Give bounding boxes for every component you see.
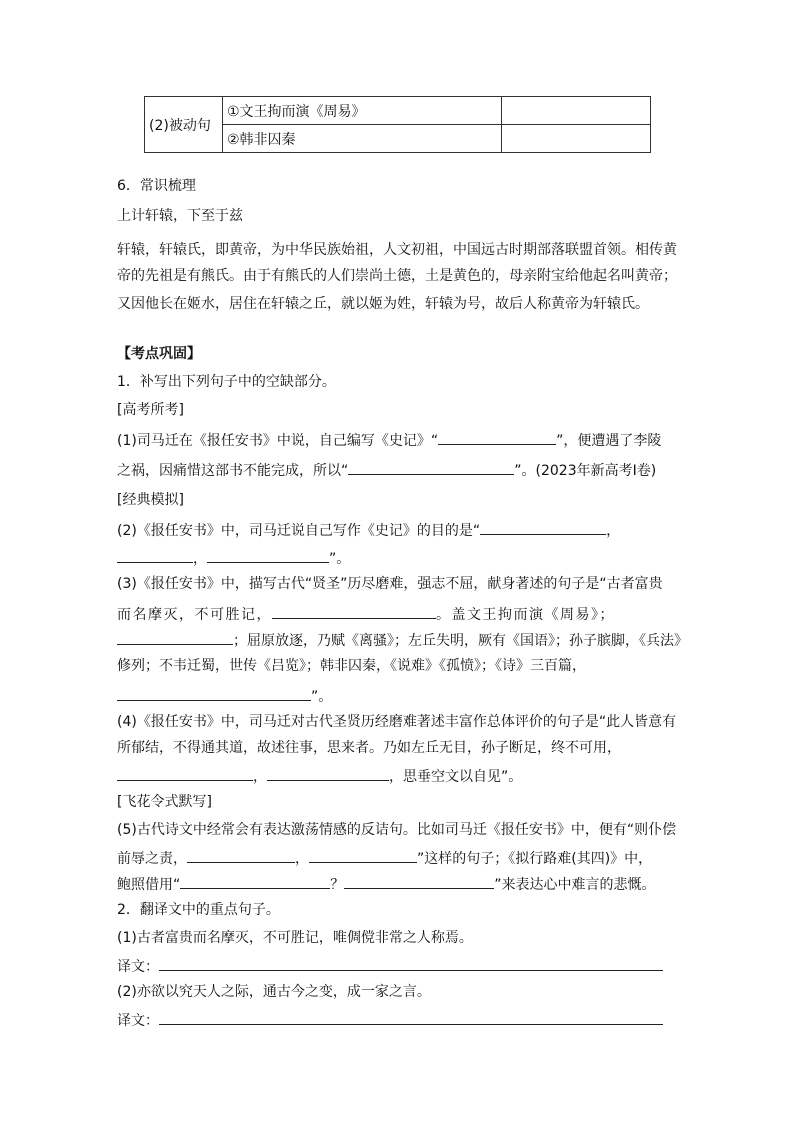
question-1: 1．补写出下列句子中的空缺部分。 bbox=[117, 374, 336, 390]
translation-label: 译文： bbox=[117, 1013, 159, 1029]
answer-blank[interactable] bbox=[309, 846, 417, 863]
section-6-subtitle: 上计轩辕，下至于兹 bbox=[117, 208, 243, 224]
passive-sentence-table bbox=[144, 96, 651, 153]
answer-blank[interactable] bbox=[348, 458, 514, 475]
answer-blank[interactable] bbox=[117, 684, 311, 701]
translate-answer-2 bbox=[117, 1008, 663, 1031]
question-1-1-line2 bbox=[117, 458, 656, 481]
q-text: ”，便遭遇了李陵 bbox=[556, 433, 662, 449]
paragraph-line: 又因他长在姬水，居住在轩辕之丘，就以姬为姓，轩辕为号，故后人称黄帝为轩辕氏。 bbox=[117, 296, 649, 312]
question-4-line2: 所郁结，不得通其道，故述往事，思来者。乃如左丘无目，孙子断足，终不可用， bbox=[117, 740, 621, 756]
question-4-line1: (4)《报任安书》中，司马迁对古代圣贤历经磨难著述丰富作总体评价的句子是“此人皆意有 bbox=[117, 714, 677, 730]
answer-blank[interactable] bbox=[207, 546, 329, 563]
q-text: 鲍照借用“ bbox=[117, 877, 181, 893]
table-answer-cell bbox=[502, 125, 651, 153]
question-3-line4: 修列；不韦迁蜀，世传《吕览》；韩非囚秦，《说难》《孤愤》；《诗》三百篇， bbox=[117, 658, 586, 674]
answer-blank[interactable] bbox=[117, 628, 233, 645]
table-row: ①文王拘而演《周易》 bbox=[223, 97, 502, 125]
question-3-line5 bbox=[117, 684, 332, 707]
answer-blank[interactable] bbox=[180, 872, 330, 889]
q-text: 前辱之责， bbox=[117, 851, 187, 867]
answer-blank[interactable] bbox=[272, 602, 436, 619]
question-5-line2 bbox=[117, 846, 652, 869]
tag-classic: [经典模拟] bbox=[117, 492, 184, 508]
answer-blank[interactable] bbox=[344, 872, 494, 889]
q-text: ”。 bbox=[311, 689, 333, 705]
table-group-cell: (2)被动句 bbox=[145, 97, 223, 153]
q-text: (1)司马迁在《报任安书》中说，自己编写《史记》“ bbox=[117, 433, 439, 449]
tag-gaokao: [高考所考] bbox=[117, 402, 184, 418]
answer-blank[interactable] bbox=[438, 428, 556, 445]
section-title: 【考点巩固】 bbox=[117, 346, 201, 362]
q-text: 而名摩灭，不可胜记， bbox=[117, 607, 272, 623]
translation-label: 译文： bbox=[117, 959, 159, 975]
q-text: ；屈原放逐，乃赋《离骚》；左丘失明，厥有《国语》；孙子膑脚，《兵法》 bbox=[233, 633, 688, 649]
q-text: ， bbox=[253, 769, 267, 785]
translate-sentence-2: (2)亦欲以究天人之际，通古今之变，成一家之言。 bbox=[117, 984, 431, 1000]
q-text: ”来表达心中难言的悲慨。 bbox=[494, 877, 656, 893]
tag-feihua: [飞花令式默写] bbox=[117, 794, 212, 810]
table-answer-cell bbox=[502, 97, 651, 125]
question-5-line1: (5)古代诗文中经常会有表达激荡情感的反诘句。比如司马迁《报任安书》中，便有“则仆偿 bbox=[117, 822, 677, 838]
question-2-translate: 2．翻译文中的重点句子。 bbox=[117, 902, 280, 918]
question-2-line1 bbox=[117, 518, 620, 541]
q-text: ， bbox=[606, 523, 621, 539]
paragraph-line: 帝的先祖是有熊氏。由于有熊氏的人们崇尚土德，土是黄色的，母亲附宝给他起名叫黄帝； bbox=[117, 268, 677, 284]
paragraph-line: 轩辕，轩辕氏，即黄帝，为中华民族始祖，人文初祖，中国远古时期部落联盟首领。相传黄 bbox=[117, 242, 677, 258]
section-6-heading: 6．常识梳理 bbox=[117, 178, 196, 194]
q-text: ，思垂空文以自见”。 bbox=[389, 769, 523, 785]
question-3-line1: (3)《报任安书》中，描写古代“贤圣”历尽磨难，强志不屈，献身著述的句子是“古者富贵 bbox=[117, 576, 663, 592]
q-text: ， bbox=[193, 551, 207, 567]
table-row: ②韩非囚秦 bbox=[223, 125, 502, 153]
q-text: 。盖文王拘而演《周易》； bbox=[436, 607, 615, 623]
question-3-line3 bbox=[117, 628, 688, 651]
translate-sentence-1: (1)古者富贵而名摩灭，不可胜记，唯倜傥非常之人称焉。 bbox=[117, 930, 473, 946]
answer-blank[interactable] bbox=[480, 518, 606, 535]
answer-blank[interactable] bbox=[117, 764, 253, 781]
question-3-line2 bbox=[117, 602, 615, 625]
q-text: 之祸，因痛惜这部书不能完成，所以“ bbox=[117, 463, 349, 479]
question-4-line3 bbox=[117, 764, 522, 787]
question-1-1-line1 bbox=[117, 428, 661, 451]
q-text: ”。 bbox=[329, 551, 351, 567]
q-text: ， bbox=[295, 851, 309, 867]
answer-blank[interactable] bbox=[159, 1008, 663, 1025]
q-text: ？ bbox=[330, 877, 345, 893]
q-text: ”。(2023年新高考Ⅰ卷) bbox=[514, 463, 657, 479]
translate-answer-1 bbox=[117, 954, 663, 977]
q-text: (2)《报任安书》中，司马迁说自己写作《史记》的目的是“ bbox=[117, 523, 481, 539]
q-text: ”这样的句子；《拟行路难(其四)》中， bbox=[417, 851, 653, 867]
answer-blank[interactable] bbox=[159, 954, 663, 971]
answer-blank[interactable] bbox=[187, 846, 295, 863]
question-2-line2 bbox=[117, 546, 350, 569]
question-5-line3 bbox=[117, 872, 656, 895]
answer-blank[interactable] bbox=[267, 764, 389, 781]
answer-blank[interactable] bbox=[117, 546, 193, 563]
